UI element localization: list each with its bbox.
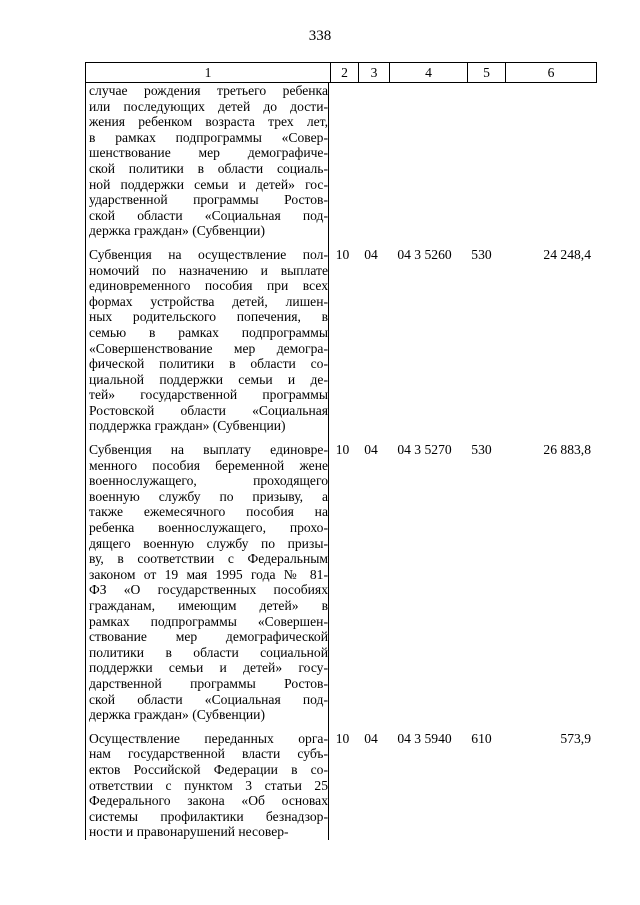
description-line: рамках подпрограммы «Совершен- xyxy=(89,613,328,629)
section-code: 10 xyxy=(335,442,350,458)
target-article-code: 04 3 5940 xyxy=(397,730,452,746)
description-line: ФЗ «О государственных пособиях xyxy=(89,582,328,598)
row-spacer-cell xyxy=(85,434,329,442)
description-line: поддержка граждан» (Субвенции) xyxy=(89,418,286,434)
description-line: формах устройства детей, лишен- xyxy=(89,293,328,309)
description-line: или последующих детей до дости- xyxy=(89,98,328,114)
description-line: шенствование мер демографиче- xyxy=(89,145,328,161)
description-line: военнослужащего, проходящего xyxy=(89,473,328,489)
section-code: 10 xyxy=(335,730,350,746)
description-line: в рамках подпрограммы «Совер- xyxy=(89,129,328,145)
section-code: 10 xyxy=(335,246,350,262)
description-line: ской области «Социальная под- xyxy=(89,691,328,707)
description-line: держка граждан» (Субвенции) xyxy=(89,223,265,239)
description-line: также ежемесячного пособия на xyxy=(89,504,328,520)
header-col-6: 6 xyxy=(505,63,596,82)
expense-type-code xyxy=(463,83,500,239)
description-line: Ростовской области «Социальная xyxy=(89,402,328,418)
table-row xyxy=(85,83,597,239)
description-line: Осуществление переданных орга- xyxy=(89,730,328,746)
description-line: менного пособия беременной жене xyxy=(89,457,328,473)
row-spacer-cell xyxy=(85,239,329,247)
description-line: ности и правонарушений несовер- xyxy=(89,824,289,840)
header-col-3: 3 xyxy=(358,63,389,82)
table-header xyxy=(85,62,597,83)
expense-type-code: 530 xyxy=(471,246,492,262)
subsection-code xyxy=(356,83,386,239)
expense-type-code: 610 xyxy=(471,730,492,746)
description-line: единовременного пособия при всех xyxy=(89,278,328,294)
table-body xyxy=(85,83,597,840)
description-line: жения ребенком возраста трех лет, xyxy=(89,114,328,130)
description-line: номочий по назначению и выплате xyxy=(89,262,328,278)
description-line: дарственной программы Ростов- xyxy=(89,675,328,691)
header-col-2: 2 xyxy=(330,63,358,82)
description-line: ударственной программы Ростов- xyxy=(89,192,328,208)
amount xyxy=(500,83,597,239)
table-row xyxy=(85,247,597,434)
description-line: ствование мер демографической xyxy=(89,629,328,645)
description-line: нам государственной власти субъ- xyxy=(89,746,328,762)
row-description xyxy=(85,731,329,840)
row-spacer xyxy=(85,239,597,247)
target-article-code: 04 3 5260 xyxy=(397,246,452,262)
description-line: тей» государственной программы xyxy=(89,387,328,403)
row-description xyxy=(85,442,329,723)
row-spacer xyxy=(85,434,597,442)
page-number: 338 xyxy=(308,28,332,44)
amount: 26 883,8 xyxy=(543,442,591,458)
description-line: ской политики в области социаль- xyxy=(89,160,328,176)
description-line: ных родительского попечения, в xyxy=(89,309,328,325)
description-line: политики в области социальной xyxy=(89,644,328,660)
description-line: поддержки семьи и детей» госу- xyxy=(89,660,328,676)
budget-table xyxy=(85,62,597,840)
subsection-code: 04 xyxy=(364,246,378,262)
amount: 573,9 xyxy=(560,730,591,746)
header-col-4: 4 xyxy=(389,63,467,82)
description-line: системы профилактики безнадзор- xyxy=(89,808,328,824)
section-code xyxy=(329,83,356,239)
amount: 24 248,4 xyxy=(543,246,591,262)
description-line: ребенка военнослужащего, прохо- xyxy=(89,520,328,536)
description-line: ской области «Социальная под- xyxy=(89,207,328,223)
description-line: семью в рамках подпрограммы xyxy=(89,324,328,340)
description-line: «Совершенствование мер демогра- xyxy=(89,340,328,356)
target-article-code xyxy=(386,83,463,239)
subsection-code: 04 xyxy=(364,730,378,746)
description-line: Субвенция на осуществление пол- xyxy=(89,246,328,262)
description-line: ектов Российской Федерации в со- xyxy=(89,761,328,777)
description-line: ной поддержки семьи и детей» гос- xyxy=(89,176,328,192)
header-col-5: 5 xyxy=(467,63,505,82)
description-line: Субвенция на выплату единовре- xyxy=(89,442,328,458)
row-spacer-cell xyxy=(85,723,329,731)
subsection-code: 04 xyxy=(364,442,378,458)
table-row xyxy=(85,442,597,723)
description-line: фической политики в области со- xyxy=(89,356,328,372)
description-line: держка граждан» (Субвенции) xyxy=(89,707,265,723)
description-line: Федерального закона «Об основах xyxy=(89,793,328,809)
expense-type-code: 530 xyxy=(471,442,492,458)
description-line: гражданам, имеющим детей» в xyxy=(89,598,328,613)
description-line: циальной поддержки семьи и де- xyxy=(89,371,328,387)
description-line: законом от 19 мая 1995 года № 81- xyxy=(89,566,328,582)
target-article-code: 04 3 5270 xyxy=(397,442,452,458)
description-line: военную службу по призыву, а xyxy=(89,488,328,504)
description-line: ответствии с пунктом 3 статьи 25 xyxy=(89,777,328,793)
header-col-1: 1 xyxy=(204,65,212,80)
row-spacer xyxy=(85,723,597,731)
description-line: ву, в соответствии с Федеральным xyxy=(89,551,328,567)
description-line: случае рождения третьего ребенка xyxy=(89,83,328,98)
row-description xyxy=(85,83,329,239)
table-row xyxy=(85,731,597,840)
row-description xyxy=(85,247,329,434)
description-line: дящего военную службу по призы- xyxy=(89,535,328,551)
